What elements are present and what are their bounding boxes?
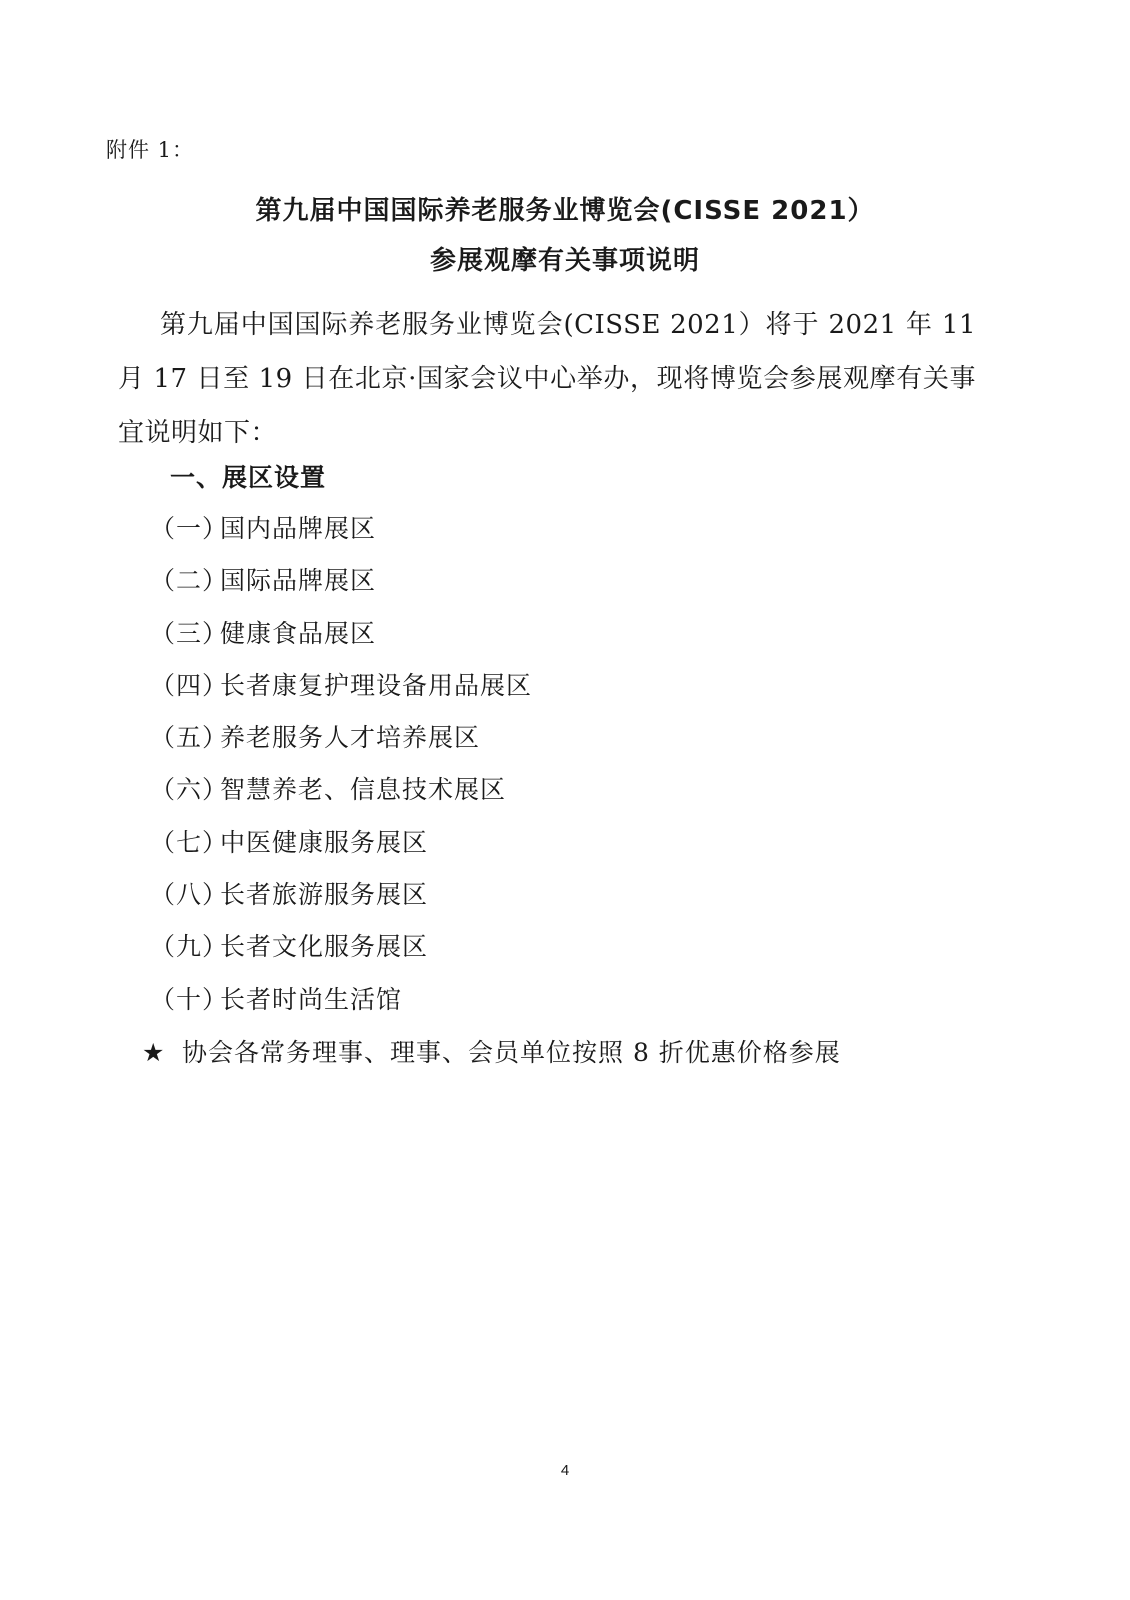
star-icon: ★ (142, 1038, 166, 1067)
list-item-text: 健康食品展区 (220, 618, 377, 648)
list-item-text: 长者文化服务展区 (220, 932, 429, 962)
list-item (150, 564, 532, 616)
list-item (150, 617, 532, 669)
list-item-number: （六） (150, 775, 229, 805)
list-item-number: （八） (150, 880, 229, 910)
list-item (150, 826, 532, 878)
list-item (150, 773, 532, 825)
page-number: 4 (560, 1462, 570, 1479)
discount-note (142, 1033, 841, 1069)
list-item-text: 长者时尚生活馆 (220, 984, 403, 1014)
list-item (150, 669, 532, 721)
list-item-text: 养老服务人才培养展区 (220, 723, 481, 753)
discount-note-text: 协会各常务理事、理事、会员单位按照 8 折优惠价格参展 (182, 1038, 841, 1067)
list-item-number: （一） (150, 514, 229, 543)
list-item-number: （四） (150, 670, 229, 700)
list-item (150, 983, 532, 1035)
list-item-text: 长者康复护理设备用品展区 (220, 670, 533, 700)
list-item (150, 878, 532, 930)
list-item-number: （二） (150, 566, 229, 596)
list-item-number: （七） (150, 827, 229, 857)
zone-list (150, 512, 532, 1035)
list-item (150, 512, 532, 564)
section-heading: 一、展区设置 (170, 463, 327, 492)
document-title-line-2: 参展观摩有关事项说明 (429, 246, 700, 276)
attachment-label: 附件 1： (106, 138, 195, 162)
list-item-number: （三） (150, 618, 229, 648)
list-item (150, 721, 532, 773)
list-item-number: （九） (150, 932, 229, 962)
list-item (150, 930, 532, 982)
list-item-text: 长者旅游服务展区 (220, 880, 429, 910)
list-item-text: 国内品牌展区 (220, 514, 377, 543)
list-item-text: 国际品牌展区 (220, 566, 377, 596)
intro-paragraph: 第九届中国国际养老服务业博览会(CISSE 2021）将于 2021 年 11 月 17 日至 19 日在北京·国家会议中心举办，现将博览会参展观摩有关事宜说明如下： (118, 310, 976, 448)
list-item-number: （五） (150, 723, 229, 753)
list-item-number: （十） (150, 984, 229, 1014)
list-item-text: 中医健康服务展区 (220, 827, 429, 857)
document-title-line-1: 第九届中国国际养老服务业博览会(CISSE 2021） (255, 196, 875, 226)
list-item-text: 智慧养老、信息技术展区 (220, 775, 507, 805)
